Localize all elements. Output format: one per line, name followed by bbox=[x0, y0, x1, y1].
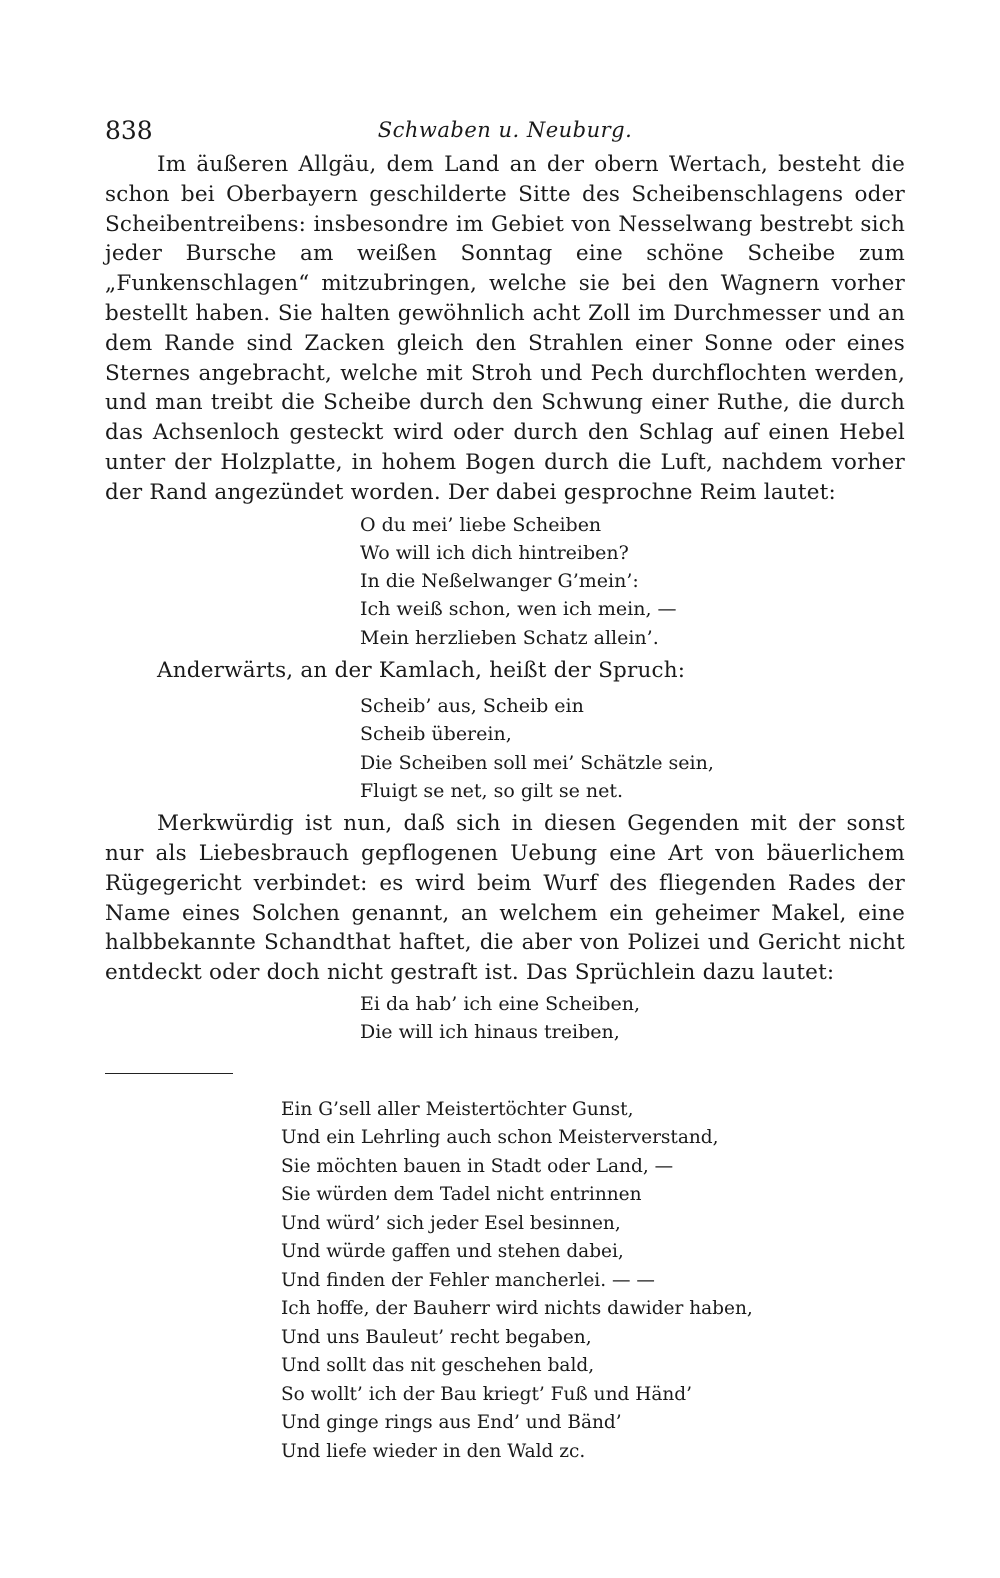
verse-kamlach-spruch bbox=[105, 692, 905, 805]
verse-line: In die Neßelwanger G’mein’: bbox=[360, 570, 639, 593]
footnote-line: Und liefe wieder in den Wald zc. bbox=[281, 1440, 586, 1462]
footnote-line: Und finden der Fehler mancherlei. — — bbox=[281, 1269, 655, 1291]
verse-line: Scheib’ aus, Scheib ein bbox=[360, 695, 584, 718]
footnote-line: Sie würden dem Tadel nicht entrinnen bbox=[281, 1184, 642, 1206]
footnote-line: Und sollt das nit geschehen bald, bbox=[281, 1355, 595, 1377]
book-page bbox=[105, 110, 905, 1466]
page-number: 838 bbox=[105, 116, 153, 145]
paragraph-kamlach: Anderwärts, an der Kamlach, heißt der Spruch: bbox=[157, 658, 686, 684]
paragraph-scheibenschlagen: Im äußeren Allgäu, dem Land an der obern Wertach, besteht die schon bei Oberbayern geschilderte Sitte des Scheibenschlagens oder Scheibentreibens: insbesondre im Gebiet von Nesselwang bestrebt sich jeder Bursche am weißen Sonntag eine schöne Scheibe zum „Funkenschlagen“ mitzubringen, welche sie bei den Wagnern vorher bestellt haben. Sie halten gewöhnlich acht Zoll im Durchmesser und an dem Rande sind Zacken gleich den Strahlen einer Sonne oder eines Sternes angebracht, welche mit Stroh und Pech durchflochten werden, und man treibt die Scheibe durch den Schwung einer Ruthe, die durch das Achsenloch gesteckt wird oder durch den Schlag auf einen Hebel unter der Holzplatte, in hohem Bogen durch die Luft, nachdem vorher der Rand angezündet worden. Der dabei gesprochne Reim lautet: bbox=[105, 152, 905, 505]
page-header bbox=[105, 110, 905, 150]
verse-line: Scheib überein, bbox=[360, 723, 512, 746]
footnote-line: So wollt’ ich der Bau kriegt’ Fuß und Händ’ bbox=[281, 1383, 693, 1405]
footnote-line: Und uns Bauleut’ recht begaben, bbox=[281, 1326, 592, 1348]
footnote-line: Und würd’ sich jeder Esel besinnen, bbox=[281, 1212, 621, 1234]
verse-line: Wo will ich dich hintreiben? bbox=[360, 541, 629, 564]
verse-scheiben-reim bbox=[105, 511, 905, 652]
running-title: Schwaben u. Neuburg. bbox=[377, 118, 633, 142]
paragraph-ruegegericht: Merkwürdig ist nun, daß sich in diesen Gegenden mit der sonst nur als Liebesbrauch gepflogenen Uebung eine Art von bäuerlichem Rügegericht verbindet: es wird beim Wurf des fliegenden Rades der Name eines Solchen genannt, an welchem ein geheimer Makel, eine halbbekannte Schandthat haftet, die aber von Polizei und Gericht nicht entdeckt oder doch nicht gestraft ist. Das Sprüchlein dazu lautet: bbox=[105, 811, 905, 986]
verse-line: Ei da hab’ ich eine Scheiben, bbox=[360, 993, 641, 1016]
footnote-verse bbox=[105, 1096, 905, 1467]
footnote-line: Und ginge rings aus End’ und Bänd’ bbox=[281, 1412, 622, 1434]
footnote-line: Und würde gaffen und stehen dabei, bbox=[281, 1241, 624, 1263]
footnote-line: Ich hoffe, der Bauherr wird nichts dawider haben, bbox=[281, 1298, 753, 1320]
footnote-line: Und ein Lehrling auch schon Meisterverstand, bbox=[281, 1127, 719, 1149]
footnote-line: Sie möchten bauen in Stadt oder Land, — bbox=[281, 1155, 674, 1177]
footnote-line: Ein G’sell aller Meistertöchter Gunst, bbox=[281, 1098, 634, 1120]
verse-line: Fluigt se net, so gilt se net. bbox=[360, 779, 624, 802]
verse-spruechlein bbox=[105, 990, 905, 1047]
footnote-separator bbox=[105, 1073, 233, 1074]
verse-line: Ich weiß schon, wen ich mein, — bbox=[360, 598, 677, 621]
verse-line: Die Scheiben soll mei’ Schätzle sein, bbox=[360, 751, 714, 774]
verse-line: Die will ich hinaus treiben, bbox=[360, 1021, 620, 1044]
verse-line: Mein herzlieben Schatz allein’. bbox=[360, 626, 659, 649]
verse-line: O du mei’ liebe Scheiben bbox=[360, 513, 602, 536]
